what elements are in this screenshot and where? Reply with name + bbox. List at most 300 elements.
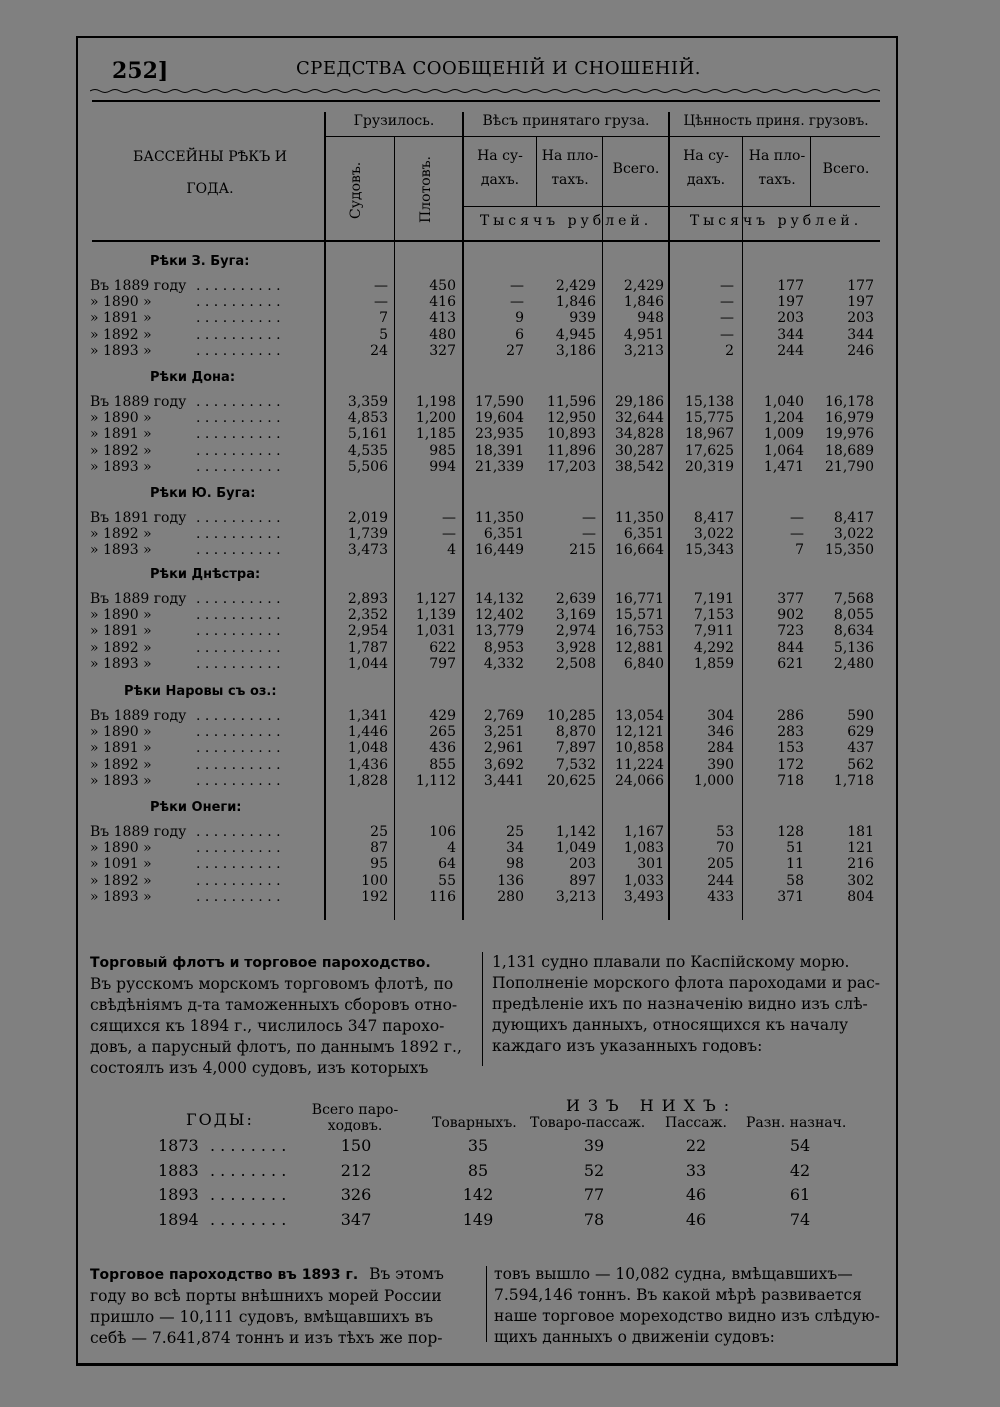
table-cell: 8,634 xyxy=(833,623,874,640)
table-cell: 2,769 xyxy=(483,708,524,724)
row-label: » 1890 » xyxy=(90,607,152,624)
table-cell: — xyxy=(720,294,734,311)
table-cell: 5,136 xyxy=(833,639,874,656)
dot-leader: . . . . . . . . . . xyxy=(196,824,281,840)
table-cell: 1,112 xyxy=(415,772,456,789)
table-cell: — xyxy=(374,294,388,311)
table-cell: 19,976 xyxy=(825,426,874,443)
table-cell: 1,471 xyxy=(763,458,804,475)
table-cell: 1,083 xyxy=(623,840,664,857)
dot-leader: . . . . . . . . . . xyxy=(196,623,281,640)
table-cell: 10,858 xyxy=(615,740,664,757)
table-cell: 1,167 xyxy=(623,824,664,840)
text-line: году во всѣ порты внѣшнихъ морей России xyxy=(90,1287,442,1305)
table-cell: 718 xyxy=(777,772,804,789)
page-header xyxy=(96,56,886,86)
table-cell: 192 xyxy=(361,888,388,905)
table-cell: — xyxy=(720,278,734,294)
section-heading: Рѣки Онеги: xyxy=(150,800,242,815)
table-cell: 286 xyxy=(777,708,804,724)
row-header-1: БАССЕЙНЫ РѢКЪ И xyxy=(133,149,287,165)
fleet-of-them: ИЗЪ НИХЪ: xyxy=(566,1096,738,1115)
col-rafts: Плотовъ. xyxy=(418,156,434,224)
table-cell: 1,341 xyxy=(347,708,388,724)
table-cell: 902 xyxy=(777,607,804,624)
fleet-paragraph-left xyxy=(90,952,474,1079)
text-line: 1,131 судно плавали по Каспійскому морю. xyxy=(492,953,850,971)
table-cell: 622 xyxy=(429,639,456,656)
col-ships: Судовъ. xyxy=(348,161,364,219)
table-cell: — xyxy=(790,510,804,526)
fleet-year: 1894 xyxy=(158,1209,199,1229)
row-label: » 1892 » xyxy=(90,872,152,889)
fleet-col-mixed: Товаро-пассаж. xyxy=(530,1115,646,1131)
table-cell: 2,954 xyxy=(347,623,388,640)
table-cell: 27 xyxy=(506,342,524,359)
table-cell: 302 xyxy=(847,872,874,889)
table-cell: 3,213 xyxy=(555,888,596,905)
table-cell: 390 xyxy=(707,756,734,773)
table-cell: 11,350 xyxy=(615,510,664,526)
row-header-2: ГОДА. xyxy=(186,181,234,197)
table-cell: 15,775 xyxy=(685,410,734,427)
fleet-cell: 22 xyxy=(685,1136,707,1155)
table-cell: 17,625 xyxy=(685,442,734,459)
fleet-col-various: Разн. назнач. xyxy=(746,1115,847,1131)
row-label: » 1893 » xyxy=(90,542,152,559)
group-loaded: Грузилось. xyxy=(353,113,435,129)
table-cell: 10,893 xyxy=(547,426,596,443)
text-line: наше торговое мореходство видно изъ слѣдую- xyxy=(494,1307,880,1325)
table-cell: 1,048 xyxy=(347,740,388,757)
dot-leader: . . . . . . . . . . xyxy=(196,442,281,459)
dot-leader: . . . . . . . . . . xyxy=(196,526,281,543)
table-cell: 11,596 xyxy=(547,394,596,410)
fleet-cell: 142 xyxy=(462,1185,494,1204)
table-cell: 1,185 xyxy=(415,426,456,443)
fleet-cell: 74 xyxy=(789,1209,811,1229)
table-cell: 11,896 xyxy=(547,442,596,459)
table-cell: 70 xyxy=(716,840,734,857)
table-cell: 1,139 xyxy=(415,607,456,624)
row-label: » 1890 » xyxy=(90,410,152,427)
table-cell: 433 xyxy=(707,888,734,905)
group-value: Цѣнность приня. грузовъ. xyxy=(683,113,869,129)
table-cell: 5,506 xyxy=(347,458,388,475)
dot-leader: . . . . . . . . . . xyxy=(196,772,281,789)
table-cell: 15,350 xyxy=(825,542,874,559)
shipping-paragraph-right xyxy=(494,1264,886,1348)
dot-leader: . . . . . . . . . . xyxy=(196,740,281,757)
table-cell: 136 xyxy=(497,872,524,889)
table-cell: 21,339 xyxy=(475,458,524,475)
row-label: » 1890 » xyxy=(90,294,152,311)
table-cell: 1,446 xyxy=(347,724,388,741)
table-cell: 2,352 xyxy=(347,607,388,624)
table-cell: 413 xyxy=(429,310,456,327)
table-cell: 1,739 xyxy=(347,526,388,543)
table-cell: 346 xyxy=(707,724,734,741)
table-cell: 1,044 xyxy=(347,655,388,672)
table-cell: — xyxy=(510,294,524,311)
table-cell: 1,127 xyxy=(415,591,456,607)
table-cell: 1,000 xyxy=(693,772,734,789)
table-cell: 197 xyxy=(777,294,804,311)
fleet-year: 1873 xyxy=(158,1136,199,1155)
row-label: Въ 1889 году xyxy=(90,278,187,294)
page-title: СРЕДСТВА СООБЩЕНІЙ И СНОШЕНІЙ. xyxy=(296,58,701,79)
table-cell: 4 xyxy=(447,840,456,857)
table-cell: 24 xyxy=(370,342,388,359)
table-cell: 12,121 xyxy=(615,724,664,741)
table-cell: 344 xyxy=(847,326,874,343)
table-cell: 17,203 xyxy=(547,458,596,475)
table-cell: 3,186 xyxy=(555,342,596,359)
col-value-rafts-2: тахъ. xyxy=(758,172,796,188)
row-label: » 1893 » xyxy=(90,342,152,359)
table-cell: 327 xyxy=(429,342,456,359)
table-cell: 100 xyxy=(361,872,388,889)
table-cell: — xyxy=(582,526,596,543)
table-cell: 562 xyxy=(847,756,874,773)
table-cell: — xyxy=(442,510,456,526)
table-cell: 30,287 xyxy=(615,442,664,459)
text-line: 7.594,146 тоннъ. Въ какой мѣрѣ развивается xyxy=(494,1286,862,1304)
page-number: 252] xyxy=(112,58,169,84)
table-cell: 6,351 xyxy=(483,526,524,543)
dot-leader: . . . . . . . . . . xyxy=(196,410,281,427)
fleet-year: 1893 xyxy=(158,1185,199,1204)
fleet-cell: 35 xyxy=(467,1136,489,1155)
table-cell: 11 xyxy=(786,856,804,873)
table-cell: 1,846 xyxy=(555,294,596,311)
table-cell: 304 xyxy=(707,708,734,724)
table-cell: 4,292 xyxy=(693,639,734,656)
table-cell: 844 xyxy=(777,639,804,656)
table-cell: 939 xyxy=(569,310,596,327)
table-cell: — xyxy=(442,526,456,543)
group-weight: Вѣсъ принятаго груза. xyxy=(482,113,650,129)
row-label: » 1892 » xyxy=(90,639,152,656)
table-cell: 11,350 xyxy=(475,510,524,526)
text-line: свѣдѣніямъ д-та таможенныхъ сборовъ отно- xyxy=(90,996,458,1014)
col-on-ships-2: дахъ. xyxy=(480,172,520,188)
fleet-years-header: ГОДЫ: xyxy=(186,1110,254,1129)
table-cell: 9 xyxy=(515,310,524,327)
table-cell: 7,911 xyxy=(693,623,734,640)
table-cell: 1,049 xyxy=(555,840,596,857)
row-label: » 1891 » xyxy=(90,310,152,327)
table-cell: 16,178 xyxy=(825,394,874,410)
table-cell: 55 xyxy=(438,872,456,889)
fleet-cell: 77 xyxy=(583,1185,605,1204)
table-cell: 371 xyxy=(777,888,804,905)
table-cell: 16,979 xyxy=(825,410,874,427)
table-cell: 58 xyxy=(786,872,804,889)
dot-leader: . . . . . . . . . . xyxy=(196,326,281,343)
dot-leader: . . . . . . . . xyxy=(210,1209,287,1229)
table-cell: — xyxy=(374,278,388,294)
dot-leader: . . . . . . . . xyxy=(210,1185,287,1204)
col-on-ships-1: На су- xyxy=(477,148,523,164)
fleet-cell: 61 xyxy=(789,1185,811,1204)
table-cell: 3,359 xyxy=(347,394,388,410)
table-cell: 1,828 xyxy=(347,772,388,789)
dot-leader: . . . . . . . . . . xyxy=(196,278,281,294)
table-cell: 723 xyxy=(777,623,804,640)
table-cell: 3,213 xyxy=(623,342,664,359)
row-label: » 1891 » xyxy=(90,623,152,640)
table-cell: 1,033 xyxy=(623,872,664,889)
table-cell: 215 xyxy=(569,542,596,559)
table-cell: 13,779 xyxy=(475,623,524,640)
text-line: предѣленіе ихъ по назначенію видно изъ слѣ- xyxy=(492,995,868,1013)
fleet-col-cargo: Товарныхъ. xyxy=(432,1115,517,1131)
table-cell: 197 xyxy=(847,294,874,311)
row-label: » 1891 » xyxy=(90,426,152,443)
text-line: довъ, а парусный флотъ, по даннымъ 1892 г., xyxy=(90,1038,462,1056)
fleet-cell: 39 xyxy=(583,1136,605,1155)
table-cell: 897 xyxy=(569,872,596,889)
table-cell: 1,204 xyxy=(763,410,804,427)
row-label: Въ 1889 году xyxy=(90,394,187,410)
table-cell: 38,542 xyxy=(615,458,664,475)
table-cell: 15,343 xyxy=(685,542,734,559)
row-label: » 1890 » xyxy=(90,724,152,741)
dot-leader: . . . . . . . . . . xyxy=(196,542,281,559)
table-cell: 244 xyxy=(707,872,734,889)
table-cell: 13,054 xyxy=(615,708,664,724)
dot-leader: . . . . . . . . . . xyxy=(196,756,281,773)
table-cell: 1,859 xyxy=(693,655,734,672)
table-cell: 4,332 xyxy=(483,655,524,672)
row-label: » 1890 » xyxy=(90,840,152,857)
table-cell: 51 xyxy=(786,840,804,857)
table-cell: 7 xyxy=(379,310,388,327)
text-line: Въ русскомъ морскомъ торговомъ флотѣ, по xyxy=(90,975,454,993)
dot-leader: . . . . . . . . . . xyxy=(196,394,281,410)
table-cell: 1,142 xyxy=(555,824,596,840)
row-label: » 1091 » xyxy=(90,856,152,873)
table-cell: 25 xyxy=(506,824,524,840)
table-cell: 18,689 xyxy=(825,442,874,459)
table-cell: 804 xyxy=(847,888,874,905)
table-cell: 3,169 xyxy=(555,607,596,624)
table-cell: 7,897 xyxy=(555,740,596,757)
table-cell: 5,161 xyxy=(347,426,388,443)
table-cell: 436 xyxy=(429,740,456,757)
table-cell: 53 xyxy=(716,824,734,840)
dot-leader: . . . . . . . . . . xyxy=(196,458,281,475)
table-cell: 855 xyxy=(429,756,456,773)
row-label: » 1893 » xyxy=(90,772,152,789)
table-cell: 1,040 xyxy=(763,394,804,410)
table-cell: 948 xyxy=(637,310,664,327)
table-cell: 18,967 xyxy=(685,426,734,443)
table-cell: 106 xyxy=(429,824,456,840)
table-cell: 437 xyxy=(847,740,874,757)
table-cell: — xyxy=(720,326,734,343)
row-label: Въ 1889 году xyxy=(90,591,187,607)
units-weight: Тысячъ рублей. xyxy=(479,213,653,229)
table-cell: 377 xyxy=(777,591,804,607)
text-line: Пополненіе морского флота пароходами и рас- xyxy=(492,974,881,992)
table-cell: 3,493 xyxy=(623,888,664,905)
fleet-year: 1883 xyxy=(158,1160,199,1180)
table-cell: 429 xyxy=(429,708,456,724)
dot-leader: . . . . . . . . xyxy=(210,1136,287,1155)
table-cell: 5 xyxy=(379,326,388,343)
section-heading: Рѣки Ю. Буга: xyxy=(150,486,256,501)
fleet-total-header-2: ходовъ. xyxy=(327,1118,383,1134)
table-cell: 95 xyxy=(370,856,388,873)
row-label: » 1893 » xyxy=(90,888,152,905)
table-cell: 16,753 xyxy=(615,623,664,640)
section-heading: Рѣки Дона: xyxy=(150,370,236,385)
fleet-cell: 46 xyxy=(685,1209,707,1229)
table-cell: 12,402 xyxy=(475,607,524,624)
fleet-heading: Торговый флотъ и торговое пароходство. xyxy=(90,955,431,971)
col-value-rafts-1: На пло- xyxy=(748,148,806,164)
dot-leader: . . . . . . . . . . xyxy=(196,510,281,526)
table-cell: 116 xyxy=(429,888,456,905)
col-total-weight: Всего. xyxy=(612,161,660,177)
table-cell: 3,251 xyxy=(483,724,524,741)
table-cell: 2,429 xyxy=(623,278,664,294)
fleet-cell: 212 xyxy=(340,1160,372,1180)
fleet-cell: 150 xyxy=(340,1136,372,1155)
table-cell: 1,787 xyxy=(347,639,388,656)
table-cell: 24,066 xyxy=(615,772,664,789)
dot-leader: . . . . . . . . . . xyxy=(196,310,281,327)
text-fragment: Въ этомъ xyxy=(369,1265,444,1283)
dot-leader: . . . . . . . . . . xyxy=(196,856,281,873)
table-cell: 6,840 xyxy=(623,655,664,672)
table-cell: 1,198 xyxy=(415,394,456,410)
table-cell: 2,019 xyxy=(347,510,388,526)
table-cell: 3,022 xyxy=(833,526,874,543)
col-on-rafts-1: На пло- xyxy=(541,148,599,164)
fleet-total-header-1: Всего паро- xyxy=(311,1102,399,1118)
table-cell: 416 xyxy=(429,294,456,311)
table-cell: 3,022 xyxy=(693,526,734,543)
table-cell: 15,138 xyxy=(685,394,734,410)
table-cell: 8,870 xyxy=(555,724,596,741)
fleet-cell: 42 xyxy=(789,1160,811,1180)
table-cell: 246 xyxy=(847,342,874,359)
shipping-heading: Торговое пароходство въ 1893 г. xyxy=(90,1267,359,1283)
table-cell: 87 xyxy=(370,840,388,857)
table-cell: 2 xyxy=(725,342,734,359)
dot-leader: . . . . . . . . . . xyxy=(196,294,281,311)
dot-leader: . . . . . . . . . . xyxy=(196,655,281,672)
table-cell: 301 xyxy=(637,856,664,873)
table-cell: 16,771 xyxy=(615,591,664,607)
table-cell: 280 xyxy=(497,888,524,905)
fleet-col-passenger: Пассаж. xyxy=(665,1115,727,1131)
table-cell: 3,692 xyxy=(483,756,524,773)
table-cell: — xyxy=(720,310,734,327)
text-line: сящихся къ 1894 г., числилось 347 парохо- xyxy=(90,1017,445,1035)
section-heading: Рѣки Наровы съ оз.: xyxy=(124,684,277,699)
table-cell: 2,974 xyxy=(555,623,596,640)
col-value-ships-2: дахъ. xyxy=(686,172,726,188)
units-value: Тысячъ рублей. xyxy=(689,213,863,229)
table-cell: 1,031 xyxy=(415,623,456,640)
table-cell: 15,571 xyxy=(615,607,664,624)
table-cell: 284 xyxy=(707,740,734,757)
table-cell: 2,893 xyxy=(347,591,388,607)
row-label: Въ 1889 году xyxy=(90,824,187,840)
dot-leader: . . . . . . . . . . xyxy=(196,708,281,724)
table-cell: 7,532 xyxy=(555,756,596,773)
fleet-cell: 347 xyxy=(340,1209,372,1229)
dot-leader: . . . . . . . . . . xyxy=(196,591,281,607)
text-line: дующихъ данныхъ, относящихся къ началу xyxy=(492,1016,849,1034)
dot-leader: . . . . . . . . . . xyxy=(196,607,281,624)
table-cell: 177 xyxy=(777,278,804,294)
table-cell: 203 xyxy=(569,856,596,873)
section-heading: Рѣки Днѣстра: xyxy=(150,567,261,582)
table-cell: 23,935 xyxy=(475,426,524,443)
table-cell: 128 xyxy=(777,824,804,840)
table-cell: 20,319 xyxy=(685,458,734,475)
table-cell: 283 xyxy=(777,724,804,741)
fleet-cell: 149 xyxy=(462,1209,494,1229)
table-cell: 4 xyxy=(447,542,456,559)
decorative-rule xyxy=(90,88,880,94)
table-cell: 4,535 xyxy=(347,442,388,459)
table-cell: 8,417 xyxy=(833,510,874,526)
table-cell: 994 xyxy=(429,458,456,475)
table-cell: 21,790 xyxy=(825,458,874,475)
row-label: » 1892 » xyxy=(90,442,152,459)
table-cell: 4,945 xyxy=(555,326,596,343)
table-cell: 32,644 xyxy=(615,410,664,427)
table-cell: 16,449 xyxy=(475,542,524,559)
table-cell: 34,828 xyxy=(615,426,664,443)
table-cell: 1,436 xyxy=(347,756,388,773)
row-label: Въ 1891 году xyxy=(90,510,187,526)
table-cell: 590 xyxy=(847,708,874,724)
fleet-cell: 46 xyxy=(685,1185,707,1204)
table-cell: 11,224 xyxy=(615,756,664,773)
table-cell: 344 xyxy=(777,326,804,343)
table-cell: 2,508 xyxy=(555,655,596,672)
table-cell: 265 xyxy=(429,724,456,741)
fleet-cell: 78 xyxy=(583,1209,605,1229)
col-value-ships-1: На су- xyxy=(683,148,729,164)
dot-leader: . . . . . . . . xyxy=(210,1160,287,1180)
row-label: » 1892 » xyxy=(90,526,152,543)
table-cell: 6 xyxy=(515,326,524,343)
table-cell: 10,285 xyxy=(547,708,596,724)
table-cell: 16,664 xyxy=(615,542,664,559)
table-cell: 17,590 xyxy=(475,394,524,410)
table-cell: 1,009 xyxy=(763,426,804,443)
dot-leader: . . . . . . . . . . xyxy=(196,724,281,741)
dot-leader: . . . . . . . . . . xyxy=(196,872,281,889)
table-cell: 12,881 xyxy=(615,639,664,656)
table-cell: 7,153 xyxy=(693,607,734,624)
text-line: состоялъ изъ 4,000 судовъ, изъ которыхъ xyxy=(90,1059,429,1077)
table-cell: 121 xyxy=(847,840,874,857)
table-cell: 8,055 xyxy=(833,607,874,624)
table-cell: 29,186 xyxy=(615,394,664,410)
table-cell: 450 xyxy=(429,278,456,294)
table-cell: 2,480 xyxy=(833,655,874,672)
table-cell: 205 xyxy=(707,856,734,873)
